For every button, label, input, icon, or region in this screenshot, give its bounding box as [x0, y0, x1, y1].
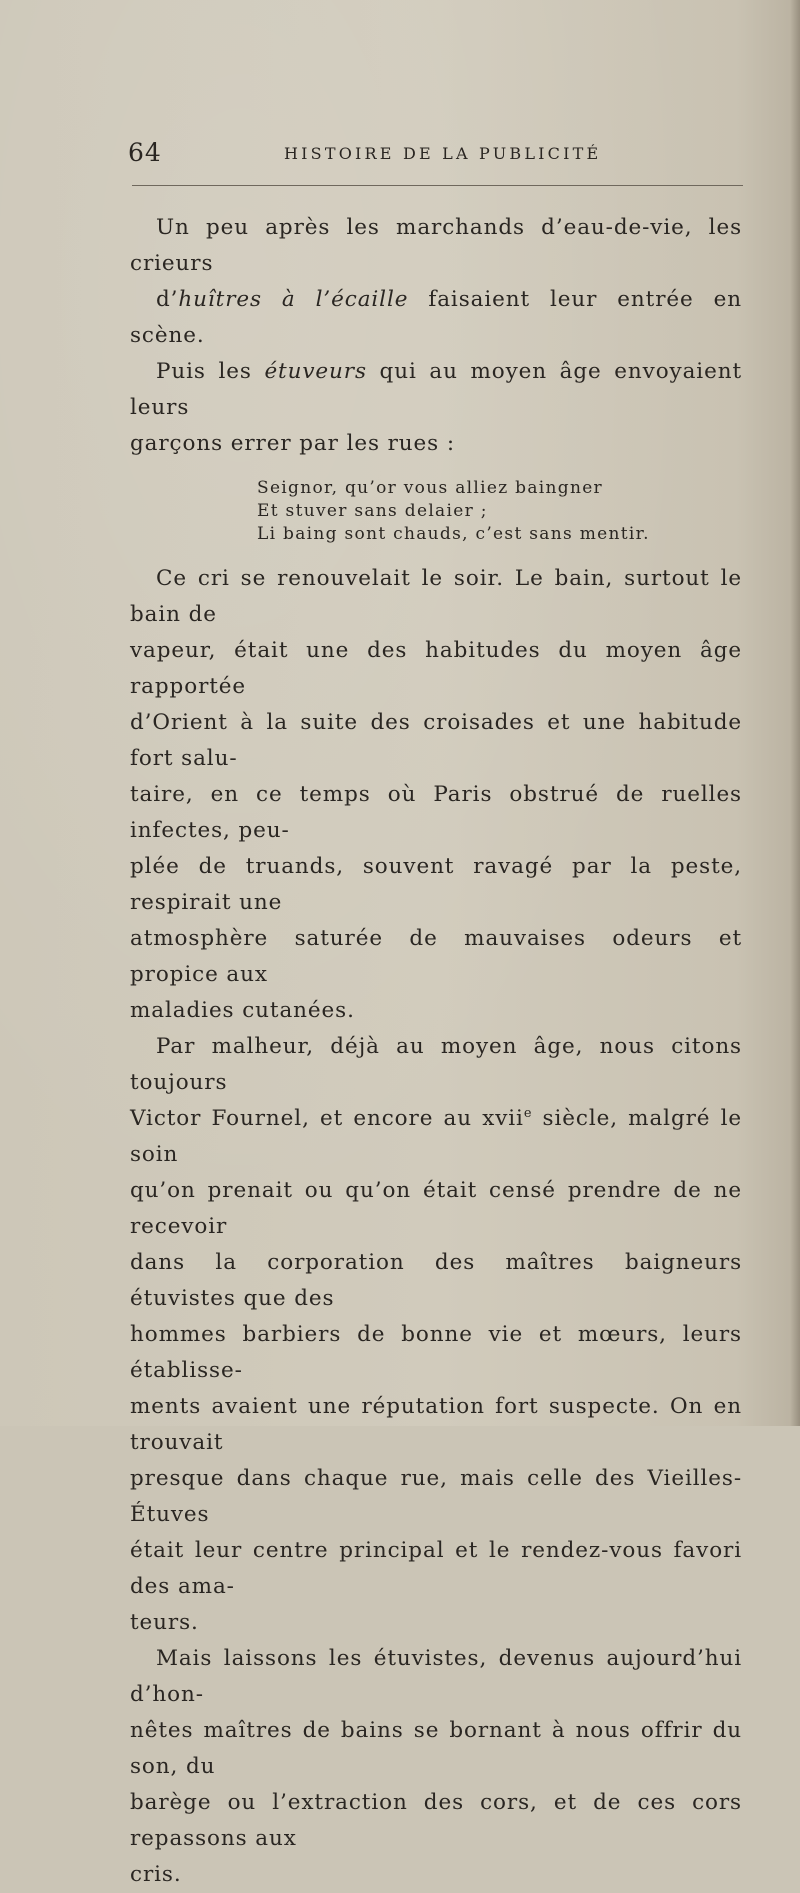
- text-line: plée de truands, souvent ravagé par la peste, respirait une: [130, 854, 742, 915]
- page-number: 64: [128, 138, 162, 167]
- text-line: qu’on prenait ou qu’on était censé prendre de ne recevoir: [130, 1178, 742, 1239]
- text-line: taire, en ce temps où Paris obstrué de ruelles infectes, peu-: [130, 782, 742, 843]
- page-edge-shadow: [790, 0, 800, 1426]
- paragraph-etuveurs: [130, 354, 742, 462]
- paragraph-bath-custom: [130, 561, 742, 1029]
- text-line: Un peu après les marchands d’eau-de-vie, les crieurs: [130, 215, 742, 276]
- text-line: teurs.: [130, 1610, 199, 1635]
- text-line: [130, 354, 742, 426]
- superscript: e: [523, 1105, 533, 1121]
- text-fragment: Victor Fournel, et encore au xvii: [130, 1106, 524, 1131]
- italic-phrase: huîtres à l’écaille: [178, 287, 409, 312]
- running-title: HISTOIRE DE LA PUBLICITÉ: [284, 144, 602, 163]
- text-line: Par malheur, déjà au moyen âge, nous citons toujours: [130, 1034, 742, 1095]
- text-line: d’Orient à la suite des croisades et une habitude fort salu-: [130, 710, 742, 771]
- running-header: [128, 138, 740, 174]
- italic-word: étuveurs: [264, 359, 367, 384]
- text-fragment: faisaient leur entrée en scène.: [130, 287, 742, 348]
- text-line: cris.: [130, 1862, 182, 1887]
- text-line: maladies cutanées.: [130, 998, 355, 1023]
- text-line: Ce cri se renouvelait le soir. Le bain, surtout le bain de: [130, 566, 742, 627]
- body-text: [130, 210, 742, 1893]
- header-rule: [132, 185, 743, 186]
- text-fragment: siècle, malgré le soin: [130, 1106, 743, 1167]
- text-line: atmosphère saturée de mauvaises odeurs et propice aux: [130, 926, 742, 987]
- text-line: [130, 1101, 742, 1173]
- text-line: barège ou l’extraction des cors, et de ces cors repassons aux: [130, 1790, 742, 1851]
- verse-line: Seignor, qu’or vous alliez baingner: [257, 478, 603, 498]
- text-line: hommes barbiers de bonne vie et mœurs, leurs établisse-: [130, 1322, 742, 1383]
- text-fragment: Puis les: [156, 359, 265, 384]
- text-line: nêtes maîtres de bains se bornant à nous offrir du son, du: [130, 1718, 742, 1779]
- text-line: ments avaient une réputation fort suspecte. On en trouvait: [130, 1394, 742, 1455]
- text-line: vapeur, était une des habitudes du moyen âge rapportée: [130, 638, 742, 699]
- paragraph-reputation: [130, 1029, 742, 1641]
- text-line: dans la corporation des maîtres baigneurs étuvistes que des: [130, 1250, 742, 1311]
- verse-quotation: [130, 462, 742, 561]
- text-line: Mais laissons les étuvistes, devenus aujourd’hui d’hon-: [130, 1646, 742, 1707]
- verse-line: Et stuver sans delaier ;: [257, 501, 488, 521]
- paragraph-oyster-criers: [130, 210, 742, 354]
- verse-line: Li baing sont chauds, c’est sans mentir.: [257, 524, 650, 544]
- text-line: était leur centre principal et le rendez-vous favori des ama-: [130, 1538, 742, 1599]
- text-line: garçons errer par les rues :: [130, 431, 455, 456]
- paragraph-conclusion: [130, 1641, 742, 1893]
- text-line: presque dans chaque rue, mais celle des Vieilles-Étuves: [130, 1466, 742, 1527]
- text-fragment: qui au moyen âge envoyaient leurs: [130, 359, 742, 420]
- text-line: [130, 282, 742, 354]
- text-fragment: d’: [156, 287, 179, 312]
